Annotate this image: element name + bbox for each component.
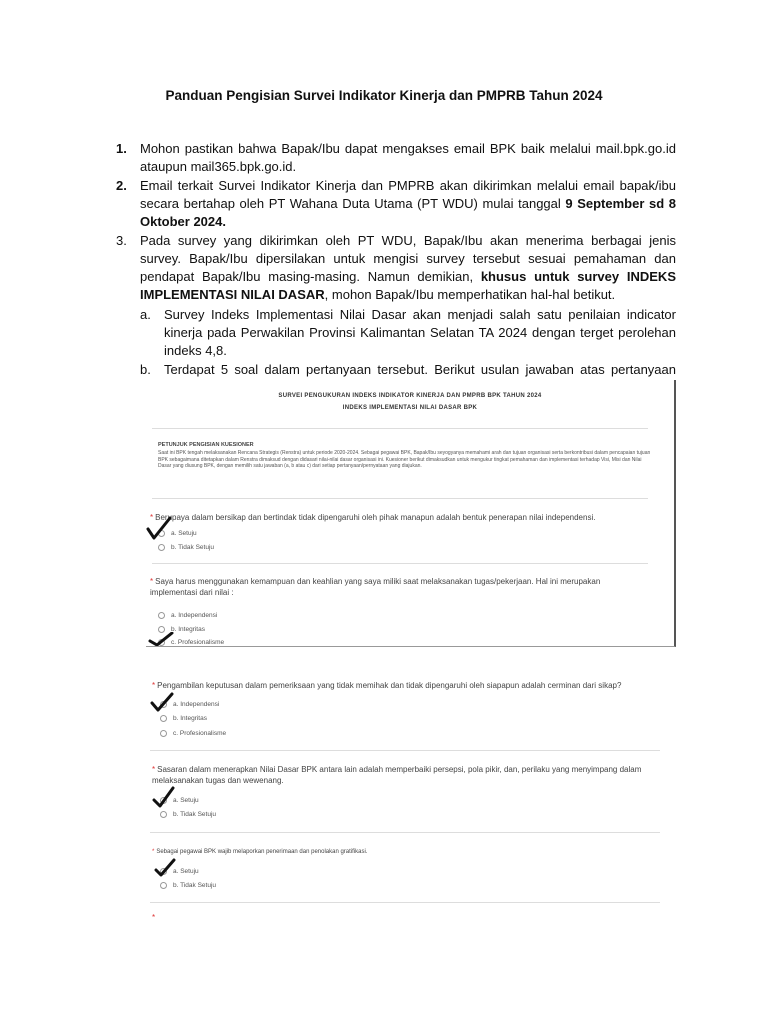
question-text: Pengambilan keputusan dalam pemeriksaan yang tidak memihak dan tidak dipengaruhi oleh siapapun adalah cerminan dari sikap? (157, 681, 622, 690)
option-label: a. Setuju (171, 530, 197, 537)
divider (152, 428, 648, 429)
option-q2-a[interactable] (158, 612, 217, 619)
checkmark-icon (148, 632, 174, 646)
item-number: 1. (116, 141, 127, 156)
checkmark-icon (154, 858, 176, 878)
option-label: a. Setuju (173, 797, 199, 804)
option-label: c. Profesionalisme (173, 730, 227, 737)
survey-title: SURVEI PENGUKURAN INDEKS INDIKATOR KINERJA DAN PMPRB BPK TAHUN 2024 (278, 393, 542, 399)
divider (150, 750, 660, 751)
checkmark-icon (152, 786, 176, 808)
item-text-tail: , mohon Bapak/Ibu memperhatikan hal-hal betikut. (324, 287, 616, 302)
petunjuk-heading: PETUNJUK PENGISIAN KUESIONER (158, 442, 254, 448)
required-mark: * (152, 849, 155, 855)
radio-button[interactable] (160, 811, 167, 818)
item-text: Email terkait Survei Indikator Kinerja dan PMPRB akan dikirimkan melalui email bapak/ibu secara bertahap oleh PT Wahana Duta Utama (PT WDU) mulai tanggal (140, 178, 676, 211)
required-mark: * (150, 513, 154, 522)
option-label: b. Integritas (171, 626, 205, 633)
required-mark: * (152, 913, 156, 922)
question-1 (150, 512, 660, 523)
required-mark: * (152, 681, 156, 690)
item-bold-text: 9 September sd 8 Oktober 2024. (140, 196, 676, 229)
option-q3-c[interactable] (160, 730, 226, 737)
question-5 (152, 847, 672, 858)
radio-button[interactable] (158, 544, 165, 551)
question-text: Berupaya dalam bersikap dan bertindak tidak dipengaruhi oleh pihak manapun adalah bentuk penerapan nilai independensi. (155, 513, 596, 522)
item-text: Pada survey yang dikirimkan oleh PT WDU, Bapak/Ibu akan menerima berbagai jenis survey. Bapak/Ibu dipersilakan untuk mengisi survey tersebut sesuai pemahaman dan pendapat Bapak/Ibu masing-masing. Namun demikian, (140, 233, 676, 284)
petunjuk-text: Saat ini BPK tengah melaksanakan Rencana Strategis (Renstra) untuk periode 2020-2024. Sebagai pegawai BPK, Bapak/Ibu seyogyanya memahami arah dan tujuan organisasi serta berkontribusi dalam pencapaian tujuan BPK sebagaimana ditetapkan dalam Renstra dimaksud dengan didasari nilai-nilai dasar organisasi ini. Kuesioner berikut dimaksudkan untuk mengukur tingkat pemahaman dan implementasi terhadap Visi, Misi dan Nilai Dasar yang diusung BPK, dengan memilih satu jawaban (a, b atau c) dari setiap pertanyaan/pernyataan yang diajukan. (158, 450, 651, 469)
survey-subtitle: INDEKS IMPLEMENTASI NILAI DASAR BPK (342, 405, 478, 411)
instruction-list (116, 140, 676, 398)
document-title: Panduan Pengisian Survei Indikator Kinerja dan PMPRB Tahun 2024 (165, 88, 603, 103)
option-q1-b[interactable] (158, 544, 214, 551)
question-6-partial (152, 912, 172, 923)
required-mark: * (150, 577, 154, 586)
required-mark: * (152, 765, 156, 774)
checkmark-icon (150, 692, 174, 712)
item-bold-text: khusus untuk survey INDEKS IMPLEMENTASI NILAI DASAR (140, 269, 676, 302)
item-number: 3. (116, 233, 127, 248)
list-item (116, 140, 676, 176)
option-label: c. Profesionalisme (171, 639, 225, 646)
list-item (116, 177, 676, 231)
option-label: b. Tidak Setuju (171, 544, 214, 551)
item-number: 2. (116, 178, 127, 193)
option-label: a. Setuju (173, 868, 199, 875)
question-text: Sasaran dalam menerapkan Nilai Dasar BPK antara lain adalah memperbaiki persepsi, pola pikir, dan, perilaku yang menyimpang dalam melaksanakan tugas dan wewenang. (152, 765, 642, 785)
survey-screenshot-2 (128, 656, 674, 924)
divider (150, 832, 660, 833)
sub-item-number: b. (140, 362, 151, 377)
option-q4-b[interactable] (160, 811, 216, 818)
sub-item-number: a. (140, 307, 151, 322)
question-3 (152, 680, 672, 691)
question-text: Sebagai pegawai BPK wajib melaporkan penerimaan dan penolakan gratifikasi. (156, 849, 368, 855)
option-q5-b[interactable] (160, 882, 216, 889)
divider (152, 563, 648, 564)
survey-screenshot-1 (146, 380, 676, 647)
list-item (116, 232, 676, 397)
checkmark-icon (146, 516, 172, 542)
option-label: b. Integritas (173, 715, 207, 722)
question-4 (152, 764, 672, 786)
option-label: a. Independensi (171, 612, 218, 619)
radio-button[interactable] (160, 715, 167, 722)
sub-item-text: Terdapat 5 soal dalam pertanyaan tersebut. Berikut usulan jawaban atas pertanyaan (164, 362, 676, 377)
option-label: a. Independensi (173, 701, 220, 708)
option-q3-b[interactable] (160, 715, 207, 722)
divider (150, 902, 660, 903)
option-label: b. Tidak Setuju (173, 811, 216, 818)
sub-item (140, 306, 676, 360)
radio-button[interactable] (158, 612, 165, 619)
divider (152, 498, 648, 499)
question-2 (150, 576, 640, 598)
sub-item-text: Survey Indeks Implementasi Nilai Dasar akan menjadi salah satu penilaian indicator kinerja pada Perwakilan Provinsi Kalimantan Selatan TA 2024 dengan terget perolehan indeks 4,8. (164, 307, 676, 358)
radio-button[interactable] (160, 730, 167, 737)
option-label: b. Tidak Setuju (173, 882, 216, 889)
question-text: Saya harus menggunakan kemampuan dan keahlian yang saya miliki saat melaksanakan tugas/pekerjaan. Hal ini merupakan implementasi dari nilai : (150, 577, 601, 597)
radio-button[interactable] (160, 882, 167, 889)
item-text: Mohon pastikan bahwa Bapak/Ibu dapat mengakses email BPK baik melalui mail.bpk.go.id ataupun mail365.bpk.go.id. (140, 141, 676, 174)
